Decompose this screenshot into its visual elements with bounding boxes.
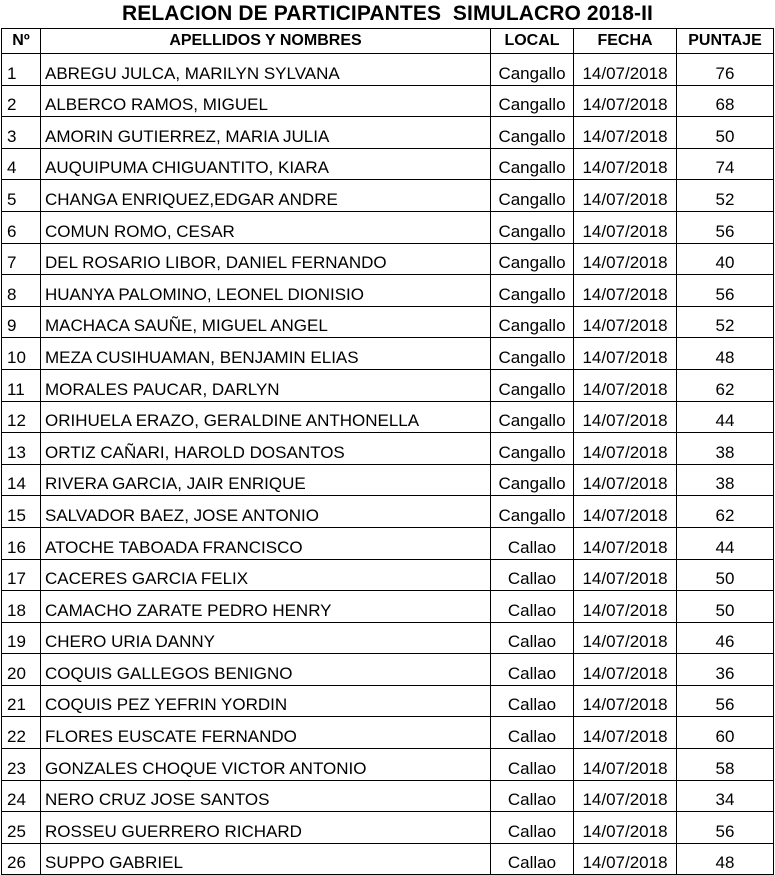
participant-score: 48 [677,338,774,370]
participant-date: 14/07/2018 [574,369,677,401]
participant-local: Callao [491,843,574,875]
participant-local: Cangallo [491,180,574,212]
header-puntaje: PUNTAJE [677,29,774,54]
row-number: 11 [2,369,41,401]
participant-date: 14/07/2018 [574,243,677,275]
participant-local: Callao [491,654,574,686]
participant-name: ORIHUELA ERAZO, GERALDINE ANTHONELLA [41,401,491,433]
table-row [2,622,774,654]
participant-score: 74 [677,148,774,180]
participant-score: 56 [677,211,774,243]
table-row [2,401,774,433]
row-number: 12 [2,401,41,433]
participant-local: Cangallo [491,496,574,528]
row-number: 16 [2,527,41,559]
table-row [2,54,774,86]
participant-local: Cangallo [491,148,574,180]
participant-name: NERO CRUZ JOSE SANTOS [41,780,491,812]
participant-score: 56 [677,685,774,717]
participant-date: 14/07/2018 [574,275,677,307]
participant-local: Callao [491,685,574,717]
participant-score: 48 [677,843,774,875]
table-row [2,559,774,591]
participant-name: COMUN ROMO, CESAR [41,211,491,243]
participant-name: ATOCHE TABOADA FRANCISCO [41,527,491,559]
row-number: 2 [2,85,41,117]
participant-date: 14/07/2018 [574,685,677,717]
participant-name: AMORIN GUTIERREZ, MARIA JULIA [41,117,491,149]
row-number: 3 [2,117,41,149]
row-number: 23 [2,749,41,781]
participant-score: 50 [677,117,774,149]
participant-score: 58 [677,749,774,781]
participant-name: CHERO URIA DANNY [41,622,491,654]
participant-score: 60 [677,717,774,749]
participant-name: ABREGU JULCA, MARILYN SYLVANA [41,54,491,86]
participant-date: 14/07/2018 [574,496,677,528]
participant-name: CAMACHO ZARATE PEDRO HENRY [41,591,491,623]
table-row [2,243,774,275]
participant-name: RIVERA GARCIA, JAIR ENRIQUE [41,464,491,496]
participant-name: SUPPO GABRIEL [41,843,491,875]
participant-score: 76 [677,54,774,86]
row-number: 26 [2,843,41,875]
table-row [2,527,774,559]
participant-date: 14/07/2018 [574,54,677,86]
row-number: 13 [2,433,41,465]
participant-local: Callao [491,717,574,749]
row-number: 6 [2,211,41,243]
participant-name: FLORES EUSCATE FERNANDO [41,717,491,749]
row-number: 15 [2,496,41,528]
participant-date: 14/07/2018 [574,622,677,654]
table-row [2,685,774,717]
participant-score: 68 [677,85,774,117]
participant-local: Callao [491,812,574,844]
table-row [2,148,774,180]
participant-score: 56 [677,812,774,844]
row-number: 4 [2,148,41,180]
table-row [2,812,774,844]
table-row [2,117,774,149]
participant-local: Callao [491,559,574,591]
participant-score: 46 [677,622,774,654]
participant-name: MORALES PAUCAR, DARLYN [41,369,491,401]
participant-date: 14/07/2018 [574,749,677,781]
participant-name: SALVADOR BAEZ, JOSE ANTONIO [41,496,491,528]
participant-score: 36 [677,654,774,686]
table-row [2,211,774,243]
participant-score: 38 [677,464,774,496]
header-row [2,29,774,54]
table-row [2,338,774,370]
row-number: 22 [2,717,41,749]
participant-local: Cangallo [491,464,574,496]
participant-date: 14/07/2018 [574,812,677,844]
participant-date: 14/07/2018 [574,85,677,117]
participant-local: Callao [491,622,574,654]
participant-name: COQUIS PEZ YEFRIN YORDIN [41,685,491,717]
participant-date: 14/07/2018 [574,717,677,749]
table-body [2,54,774,875]
row-number: 20 [2,654,41,686]
participant-name: DEL ROSARIO LIBOR, DANIEL FERNANDO [41,243,491,275]
table-row [2,180,774,212]
participant-date: 14/07/2018 [574,464,677,496]
table-row [2,654,774,686]
participant-date: 14/07/2018 [574,433,677,465]
row-number: 17 [2,559,41,591]
participant-name: MACHACA SAUÑE, MIGUEL ANGEL [41,306,491,338]
table-row [2,464,774,496]
participant-date: 14/07/2018 [574,591,677,623]
row-number: 24 [2,780,41,812]
participant-name: CHANGA ENRIQUEZ,EDGAR ANDRE [41,180,491,212]
row-number: 19 [2,622,41,654]
participant-local: Callao [491,780,574,812]
participant-score: 50 [677,559,774,591]
participant-date: 14/07/2018 [574,654,677,686]
participant-score: 34 [677,780,774,812]
participant-local: Cangallo [491,54,574,86]
participant-local: Callao [491,749,574,781]
participant-name: AUQUIPUMA CHIGUANTITO, KIARA [41,148,491,180]
participant-score: 44 [677,401,774,433]
row-number: 5 [2,180,41,212]
participant-score: 38 [677,433,774,465]
participant-date: 14/07/2018 [574,843,677,875]
participant-local: Cangallo [491,306,574,338]
participant-score: 62 [677,369,774,401]
participant-name: ALBERCO RAMOS, MIGUEL [41,85,491,117]
participant-local: Cangallo [491,401,574,433]
row-number: 14 [2,464,41,496]
participant-name: ORTIZ CAÑARI, HAROLD DOSANTOS [41,433,491,465]
table-row [2,780,774,812]
document-title: RELACION DE PARTICIPANTES SIMULACRO 2018-II [121,2,653,25]
participant-name: HUANYA PALOMINO, LEONEL DIONISIO [41,275,491,307]
table-row [2,275,774,307]
row-number: 7 [2,243,41,275]
table-row [2,433,774,465]
row-number: 8 [2,275,41,307]
participant-score: 40 [677,243,774,275]
participant-date: 14/07/2018 [574,780,677,812]
participant-local: Cangallo [491,85,574,117]
row-number: 10 [2,338,41,370]
table-row [2,749,774,781]
participant-date: 14/07/2018 [574,148,677,180]
row-number: 25 [2,812,41,844]
row-number: 21 [2,685,41,717]
participant-score: 52 [677,180,774,212]
participant-score: 62 [677,496,774,528]
participant-date: 14/07/2018 [574,527,677,559]
participant-date: 14/07/2018 [574,117,677,149]
table-row [2,85,774,117]
participant-name: GONZALES CHOQUE VICTOR ANTONIO [41,749,491,781]
participant-name: COQUIS GALLEGOS BENIGNO [41,654,491,686]
participants-table [1,28,774,875]
participant-date: 14/07/2018 [574,306,677,338]
table-row [2,369,774,401]
header-number: Nº [2,29,41,54]
header-local: LOCAL [491,29,574,54]
participant-name: ROSSEU GUERRERO RICHARD [41,812,491,844]
participant-local: Callao [491,527,574,559]
header-name: APELLIDOS Y NOMBRES [41,29,491,54]
participant-local: Cangallo [491,275,574,307]
participant-name: CACERES GARCIA FELIX [41,559,491,591]
participant-date: 14/07/2018 [574,401,677,433]
row-number: 1 [2,54,41,86]
participant-date: 14/07/2018 [574,211,677,243]
participant-score: 50 [677,591,774,623]
participant-score: 44 [677,527,774,559]
participant-local: Cangallo [491,433,574,465]
participant-score: 52 [677,306,774,338]
participant-name: MEZA CUSIHUAMAN, BENJAMIN ELIAS [41,338,491,370]
row-number: 9 [2,306,41,338]
table-row [2,591,774,623]
participant-date: 14/07/2018 [574,559,677,591]
table-row [2,843,774,875]
participant-local: Cangallo [491,243,574,275]
participant-local: Cangallo [491,338,574,370]
table-row [2,717,774,749]
participant-local: Cangallo [491,117,574,149]
table-row [2,306,774,338]
participant-local: Cangallo [491,369,574,401]
table-row [2,496,774,528]
table-header [2,29,774,54]
participant-local: Callao [491,591,574,623]
row-number: 18 [2,591,41,623]
participant-date: 14/07/2018 [574,180,677,212]
participant-local: Cangallo [491,211,574,243]
header-fecha: FECHA [574,29,677,54]
participant-score: 56 [677,275,774,307]
participant-date: 14/07/2018 [574,338,677,370]
